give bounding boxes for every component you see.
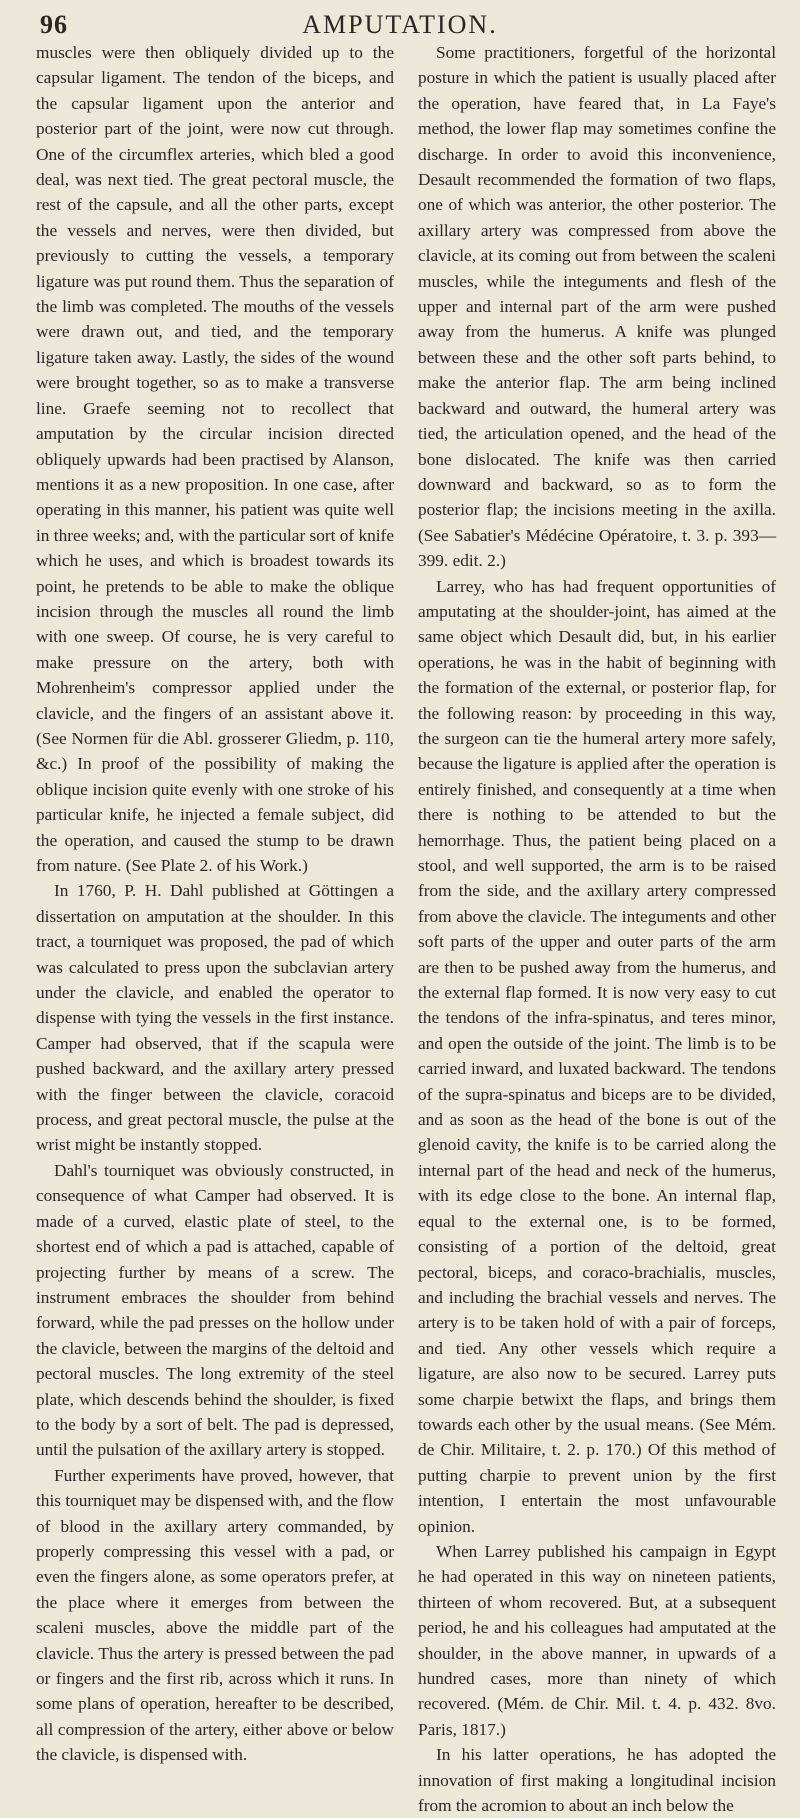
running-head: AMPUTATION. [302,10,498,39]
paragraph: Dahl's tourniquet was obviously constructed, in consequence of what Camper had observed. It is made of a curved, elastic plate of steel, to the shortest end of which a pad is attached, capable of projecting further by means of a screw. The instrument embraces the shoulder from behind forward, while the pad presses on the hollow under the clavicle, between the margins of the deltoid and pectoral muscles. The long extremity of the steel plate, which descends behind the shoulder, is fixed to the body by a sort of belt. The pad is depressed, until the pulsation of the axillary artery is stopped. [36,1160,394,1460]
right-column [418,40,776,1816]
paragraph: Larrey, who has had frequent opportunities of amputating at the shoulder-joint, has aimed at the same object which Desault did, but, in his earlier operations, he was in the habit of beginning with the formation of the external, or posterior flap, for the following reason: by proceeding in this way, the surgeon can tie the humeral artery more safely, because the ligature is applied after the operation is entirely finished, and consequently at a time when there is nothing to be attended to but the hemorrhage. Thus, the patient being placed on a stool, and well supported, the arm is to be raised from the side, and the axillary artery compressed from above the clavicle. The integuments and other soft parts of the upper and outer parts of the arm are then to be pushed away from the humerus, and the external flap formed. It is now very easy to cut the tendons of the infra-spinatus, and teres minor, and open the outside of the joint. The limb is to be carried inward, and luxated backward. The tendons of the supra-spinatus and biceps are to be divided, and as soon as the head of the bone is out of the glenoid cavity, the knife is to be carried along the internal part of the head and neck of the humerus, with its edge close to the bone. An internal flap, equal to the external one, is to be formed, consisting of a portion of the deltoid, great pectoral, biceps, and coraco-brachialis, muscles, and including the brachial vessels and nerves. The artery is to be taken hold of with a pair of forceps, and tied. Any other vessels which require a ligature, are also now to be secured. Larrey puts some charpie betwixt the flaps, and brings them towards each other by the usual means. (See Mém. de Chir. Militaire, t. 2. p. 170.) Of this method of putting charpie to prevent union by the first intention, I entertain the most unfavourable opinion. [418,576,776,1536]
text-columns [36,40,776,1816]
paragraph: In 1760, P. H. Dahl published at Göttingen a dissertation on amputation at the shoulder. In this tract, a tourniquet was proposed, the pad of which was calculated to press upon the subclavian artery under the clavicle, and enabled the operator to dispense with tying the vessels in the first instance. Camper had observed, that if the scapula were pushed backward, and the axillary artery pressed with the finger between the clavicle, coracoid process, and great pectoral muscle, the pulse at the wrist might be instantly stopped. [36,881,394,1155]
paragraph: When Larrey published his campaign in Egypt he had operated in this way on nineteen patients, thirteen of whom recovered. But, at a subsequent period, he and his colleagues had amputated at the shoulder, in the above manner, in upwards of a hundred cases, more than ninety of which recovered. (Mém. de Chir. Mil. t. 4. p. 432. 8vo. Paris, 1817.) [418,1541,776,1739]
paragraph: Further experiments have proved, however, that this tourniquet may be dispensed with, and the flow of blood in the axillary artery commanded, by properly compressing this vessel with a pad, or even the fingers alone, as some operators prefer, at the place where it emerges from between the scaleni muscles, above the middle part of the clavicle. Thus the artery is pressed between the pad or fingers and the first rib, across which it runs. In some plans of operation, hereafter to be described, all compression of the artery, either above or below the clavicle, is dispensed with. [36,1465,394,1765]
paragraph: In his latter operations, he has adopted the innovation of first making a longitudinal incision from the acromion to about an inch below the [418,1745,776,1816]
paragraph: muscles were then obliquely divided up to the capsular ligament. The tendon of the biceps, and the capsular ligament upon the anterior and posterior part of the joint, were now cut through. One of the circumflex arteries, which bled a good deal, was next tied. The great pectoral muscle, the rest of the capsule, and all the other parts, except the vessels and nerves, were then divided, but previously to cutting the vessels, a temporary ligature was put round them. Thus the separation of the limb was completed. The mouths of the vessels were drawn out, and tied, and the temporary ligature taken away. Lastly, the sides of the wound were brought together, so as to make a transverse line. Graefe seeming not to recollect that amputation by the circular incision directed obliquely upwards had been practised by Alanson, mentions it as a new proposition. In one case, after operating in this manner, his patient was quite well in three weeks; and, with the particular sort of knife which he uses, and which is broadest towards its point, he pretends to be able to make the oblique incision through the muscles all round the limb with one sweep. Of course, he is very careful to make pressure on the artery, both with Mohrenheim's compressor applied under the clavicle, and the fingers of an assistant above it. (See Normen für die Abl. grosserer Gliedm, p. 110, &c.) In proof of the possibility of making the oblique incision quite evenly with one stroke of his particular knife, he injected a female subject, did the operation, and caused the stump to be drawn from nature. (See Plate 2. of his Work.) [36,43,394,875]
paragraph: Some practitioners, forgetful of the horizontal posture in which the patient is usually placed after the operation, have feared that, in La Faye's method, the lower flap may sometimes confine the discharge. In order to avoid this inconvenience, Desault recommended the formation of two flaps, one of which was anterior, the other posterior. The axillary artery was compressed from above the clavicle, at its coming out from between the scaleni muscles, while the integuments and flesh of the upper and internal part of the arm were pushed away from the humerus. A knife was plunged between these and the other soft parts behind, to make the anterior flap. The arm being inclined backward and outward, the humeral artery was tied, the articulation opened, and the head of the bone dislocated. The knife was then carried downward and backward, so as to form the posterior flap; the incisions meeting in the axilla. (See Sabatier's Médécine Opératoire, t. 3. p. 393—399. edit. 2.) [418,43,776,571]
page-number: 96 [40,10,68,39]
left-column [36,40,394,1765]
